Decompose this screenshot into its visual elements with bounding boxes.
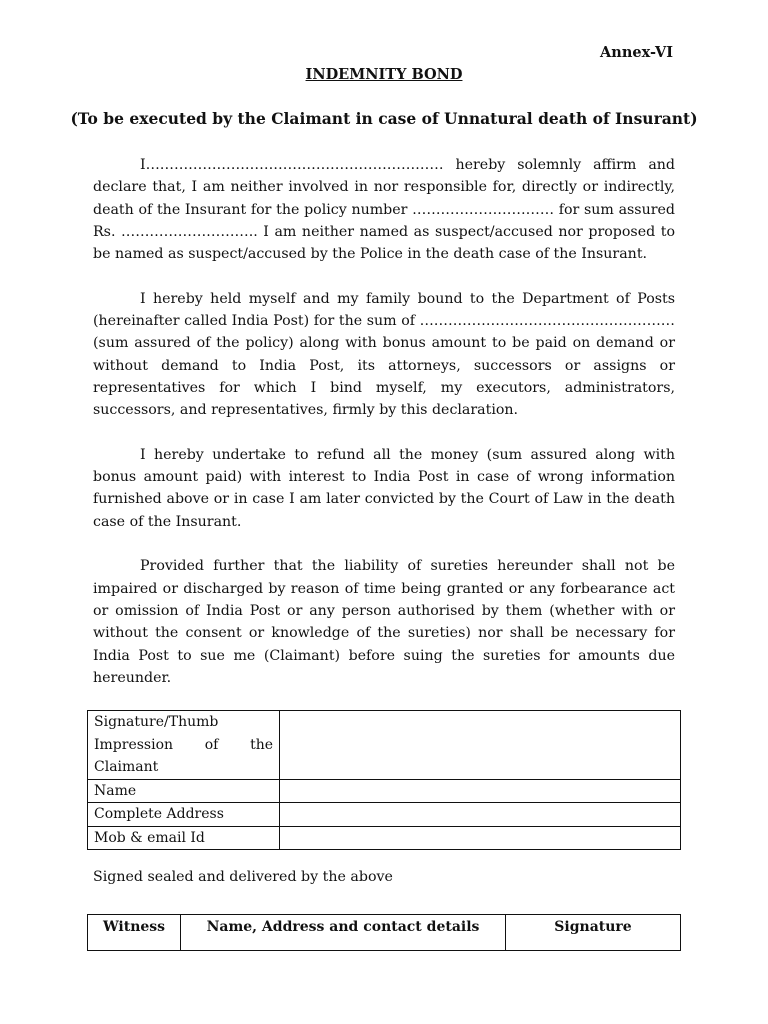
signature-label: [88, 711, 280, 780]
document-subtitle: (To be executed by the Claimant in case of Unnatural death of Insurant): [70, 109, 698, 128]
table-row: [88, 803, 681, 827]
name-label: Name: [88, 779, 280, 803]
address-label: Complete Address: [88, 803, 280, 827]
signature-label-line1: Signature/Thumb: [94, 714, 219, 730]
bond-body: [93, 154, 675, 689]
document-title: INDEMNITY BOND: [305, 66, 463, 83]
signature-field[interactable]: [280, 711, 681, 780]
details-header: Name, Address and contact details: [181, 915, 506, 951]
witness-header: Witness: [88, 915, 181, 951]
signed-statement: Signed sealed and delivered by the above: [93, 869, 393, 885]
contact-label: Mob & email Id: [88, 826, 280, 850]
paragraph-declaration: I……………………………………………………… hereby solemnly affirm and declare that, I am neither involved in nor responsible for, directly or indirectly, death of the Insurant for the policy number ………………………… for sum assured Rs. ……………………….. I am neither named as suspect/accused nor proposed to be named as suspect/accused by the Police in the death case of the Insurant.: [93, 157, 675, 263]
name-field[interactable]: [280, 779, 681, 803]
address-field[interactable]: [280, 803, 681, 827]
paragraph-bound: I hereby held myself and my family bound to the Department of Posts (hereinafter called India Post) for the sum of ……………………………………………… (sum assured of the policy) along with bonus amount to be paid on demand or without demand to India Post, its attorneys, successors or assigns or representatives for which I bind myself, my executors, administrators, successors, and representatives, firmly by this declaration.: [93, 290, 675, 419]
contact-field[interactable]: [280, 826, 681, 850]
annex-label: Annex-VI: [600, 44, 673, 61]
signature-label-line2: Impression of the: [94, 736, 273, 753]
table-row: [88, 711, 681, 780]
claimant-table: [87, 710, 681, 850]
signature-header: Signature: [506, 915, 681, 951]
table-row: [88, 779, 681, 803]
witness-table: [87, 914, 681, 951]
signature-label-line3: Claimant: [94, 759, 159, 775]
paragraph-sureties: Provided further that the liability of sureties hereunder shall not be impaired or discharged by reason of time being granted or any forbearance act or omission of India Post or any person authorised by them (whether with or without the consent or knowledge of the sureties) nor shall be necessary for India Post to sue me (Claimant) before suing the sureties for amounts due hereunder.: [93, 558, 675, 686]
table-row: [88, 915, 681, 951]
table-row: [88, 826, 681, 850]
paragraph-refund: I hereby undertake to refund all the money (sum assured along with bonus amount paid) with interest to India Post in case of wrong information furnished above or in case I am later convicted by the Court of Law in the death case of the Insurant.: [93, 446, 675, 530]
